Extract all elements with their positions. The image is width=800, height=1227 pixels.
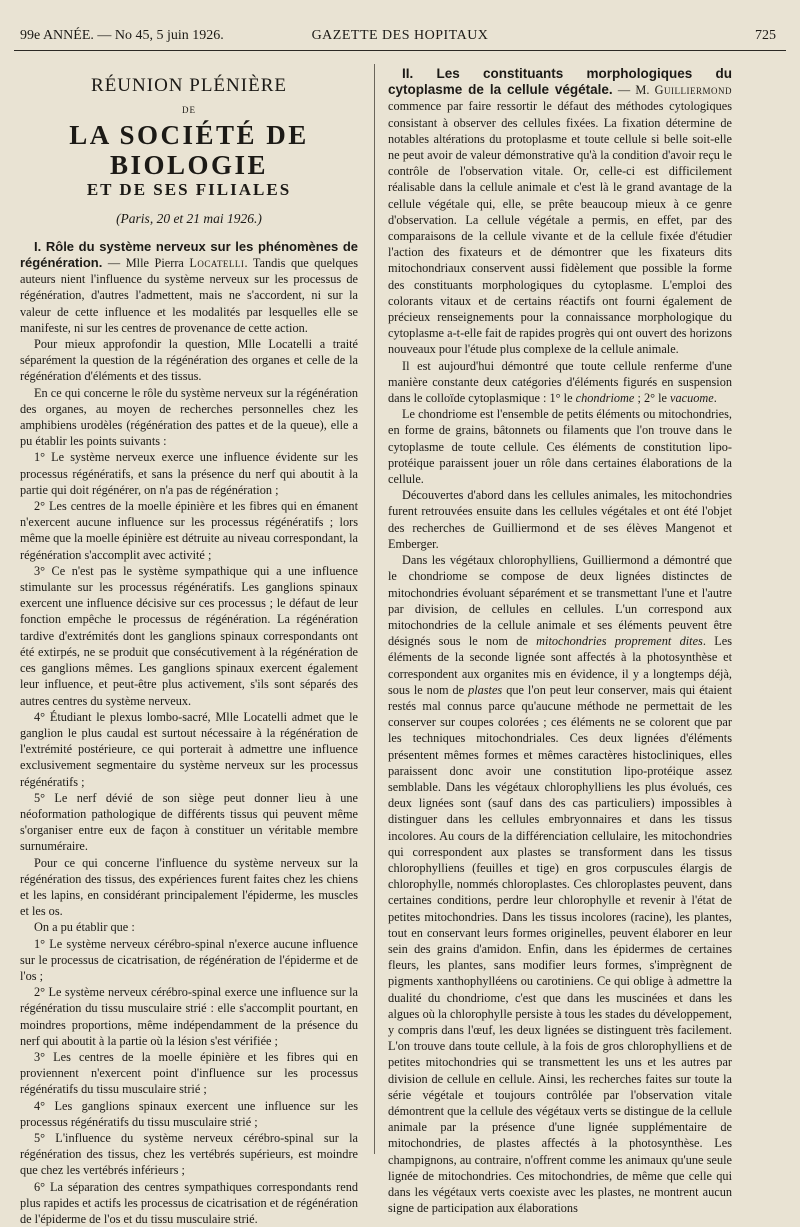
section-2-heading: II. Les constituants morphologiques du cytoplasme de la cellule végétale.: [388, 66, 732, 98]
meeting-title-block: [20, 75, 358, 227]
paragraph: 5° Le nerf dévié de son siège peut donner lieu à une néoformation pathologique de différents tissus qui peuvent même s'organiser entre eux de façon à constituer un véritable membre surnuméraire.: [20, 790, 358, 854]
paragraph: En ce qui concerne le rôle du système nerveux sur la régénération des organes, au moyen de recherches personnelles chez les amphibiens urodèles (régénération des pattes et de la queue), elle a pu établir les points suivants :: [20, 385, 358, 449]
paragraph: 5° L'influence du système nerveux cérébro-spinal sur la régénération des tissus, chez les vertébrés supérieurs, est moindre que chez les vertébrés inférieurs ;: [20, 1130, 358, 1178]
paragraph: 4° Étudiant le plexus lombo-sacré, Mlle Locatelli admet que le ganglion le plus caudal est surtout nécessaire à la régénération de l'extrémité postérieure, ce qui porterait à admettre une influence exclusivement segmentaire du système nerveux sur les processus régénératifs ;: [20, 709, 358, 789]
paragraph: 1° Le système nerveux exerce une influence évidente sur les processus régénératifs, et sans la présence du nerf qui aboutit à la partie qui doit régénérer, on n'a pas de régénération ;: [20, 450, 358, 497]
page-header: [14, 26, 786, 48]
author-name: Locatelli: [189, 256, 245, 271]
paragraph: Le chondriome est l'ensemble de petits éléments ou mitochondries, en forme de grains, bâtonnets ou filaments que l'on trouve dans le cytoplasme de toute cellule. Ces éléments de constitution lipo-protéique paraissent jouer un rôle dans certaines élaborations de la cellule.: [388, 407, 732, 487]
paragraph: 6° La séparation des centres sympathiques correspondants rend plus rapides et actifs les processus de cicatrisation et de régénération de l'épiderme de l'os et du tissu musculaire strié.: [20, 1179, 358, 1226]
title-line-2: DE: [182, 105, 196, 116]
paragraph: Pour ce qui concerne l'influence du système nerveux sur la régénération des tissus, des expériences furent faites chez les chiens et les lapins, en considérant principalement l'épiderme, les muscles et les os.: [20, 855, 358, 919]
title-line-1: RÉUNION PLÉNIÈRE: [91, 75, 287, 96]
page-number: 725: [755, 28, 776, 43]
paragraph: 4° Les ganglions spinaux exercent une influence sur les processus régénératifs du tissu musculaire strié ;: [20, 1098, 358, 1129]
paragraph: 1° Le système nerveux cérébro-spinal n'exerce aucune influence sur le processus de cicatrisation, de régénération de l'épiderme et de l'os ;: [20, 936, 358, 983]
section-1-intro: I. Rôle du système nerveux sur les phénomènes de régénération. — Mlle Pierra Locatelli. Tandis que quelques auteurs nient l'influence du système nerveux sur les processus de régénération, d'autres l'admettent, mais ne s'accordent, ni sur la valeur de cette influence et les modalités par lesquelles elle se manifeste, ni sur les centres de provenance de cette action.: [20, 238, 358, 335]
issue-info: 99e ANNÉE. — No 45, 5 juin 1926.: [20, 28, 224, 43]
journal-title: GAZETTE DES HOPITAUX: [311, 28, 489, 43]
column-divider: [374, 64, 375, 1154]
author-name: Guilliermond: [654, 83, 732, 98]
section-1-heading: I. Rôle du système nerveux sur les phénomènes de régénération.: [20, 238, 358, 271]
paragraph: 2° Le système nerveux cérébro-spinal exerce une influence sur la régénération du tissu musculaire strié : elle s'accomplit pourtant, en moindres proportions, même indépendamment de la présence du nerf qui aboutit à la partie où la lésion s'est vérifiée ;: [20, 985, 358, 1048]
paragraph: Découvertes d'abord dans les cellules animales, les mitochondries furent retrouvées ensuite dans les cellules végétales et ont été l'objet des recherches de Guilliermond et de ses élèves Mangenot et Emberger.: [388, 488, 732, 551]
section-2-intro: II. Les constituants morphologiques du cytoplasme de la cellule végétale. — M. Guilliermond commence par faire ressortir le défaut des méthodes cytologiques consistant à observer des cellules fixées. La fixation détermine de notables altérations du protoplasme et toute cellule si belle soit-elle ne peut avoir de valeur démonstrative qu'à la condition d'avoir reçu le contrôle de l'observation vitale. Or, celle-ci est difficilement réalisable dans la cellule animale et c'est là le grand avantage de la cellule végétale qui, elle, se prête beaucoup mieux à ce genre d'observation. La cellule végétale a permis, en effet, par des comparaisons de la cellule vivante et de la cellule fixée d'étudier l'action des fixateurs et de démontrer que les fixateurs dits mitochondriaux conservent aussi fidèlement que possible la forme des constituants morphologiques du cytoplasme. L'emploi des colorants vitaux et de certains réactifs ont fourni également de précieux renseignements pour la connaissance morphologique du cytoplasme a-t-elle fait de rapides progrès qui ont ouvert des horizons nouveaux pour l'étude plus complexe de la cellule animale.: [388, 66, 732, 357]
paragraph: 2° Les centres de la moelle épinière et les fibres qui en émanent n'exercent aucune influence sur les processus régénératifs ; lors même que la moelle épinière est détruite au niveau correspondant, la régénération s'accomplit avec activité ;: [20, 499, 358, 562]
title-line-3: LA SOCIÉTÉ DE BIOLOGIE: [69, 120, 309, 181]
paragraph: 3° Les centres de la moelle épinière et les fibres qui en proviennent n'exercent point d'influence sur les processus régénératifs du tissu musculaire strié ;: [20, 1049, 358, 1097]
meeting-dates: (Paris, 20 et 21 mai 1926.): [116, 210, 262, 226]
paragraph: Dans les végétaux chlorophylliens, Guilliermond a démontré que le chondriome se compose de deux lignées distinctes de mitochondries évoluant séparément et se transmettant l'une et l'autre par division, de cellules en cellules. L'un correspond aux mitochondries de la cellule animale et ses éléments peuvent être désignés sous le nom de mitochondries proprement dites. Les éléments de la seconde lignée sont affectés à la photosynthèse et correspondent aux organites mis en évidence, il y a longtemps déjà, sous le nom de plastes que l'on peut leur conserver, mais qui étaient restés mal connus parce qu'aucune méthode ne permettait de les conserver sur coupes colorées ; ces éléments ne se colorent que par les techniques mitochondriales. Ces deux lignées d'éléments présentent mêmes formes et mêmes caractères histocliniques, elles paraissent donc avoir une constitution lipo-protéique assez semblable. Dans les végétaux chlorophylliens les plus évolués, ces deux lignées sont (sauf dans des cas particuliers) impossibles à distinguer dans les cellules embryonnaires et dans les tissus incolores. Au cours de la différenciation cellulaire, les mitochondries qui correspondent aux plastes se transforment dans les tissus chlorophylliens (feuilles et tige) en gros corpuscules élargis de chlorophylle, nommés chloroplastes. Ces chloroplastes peuvent, dans certaines conditions, perdre leur chlorophylle et revenir à l'état de petites mitochondries. Dans les tissus incolores (racine), les plantes, tout en conservant leurs formes originelles, peuvent élaborer en leur sein des grains d'amidon. Enfin, dans les épidermes de certaines fleurs, les plantes, sans modifier leurs formes, s'imprègnent de pigments xanthophylléens ou carotiniens. Ce qui oblige à admettre la dualité du chondriome, c'est que dans les muscinées et dans les algues où la chlorophylle persiste à tous les stades du développement, y compris dans l'œuf, les deux lignées se distinguent très facilement. L'on trouve dans toute cellule, à la fois de gros chlorophylliens et de petites mitochondries qui se transmettent les uns et les autres par division de cellule en cellule. Ainsi, les recherches faites sur toute la série végétale et toujours contrôlée par l'observation vitale démontrent que la cellule des végétaux verts se distingue de la cellule animale par la présence d'une lignée supplémentaire de mitochondries, de plastes affectés à la photosynthèse. Les champignons, au contraire, n'offrent comme les animaux qu'une seule lignée de mitochondries. Ces mitochondries, de même que celle qui dans les végétaux verts coexiste avec les plastes, ne montrent aucun signe de participation aux élaborations: [388, 553, 732, 1216]
paragraph: Pour mieux approfondir la question, Mlle Locatelli a traité séparément la question de la régénération des organes et celle de la régénération d'éléments et des tissus.: [20, 337, 358, 384]
left-column: [20, 72, 358, 1227]
right-column: [388, 66, 732, 1216]
paragraph: Il est aujourd'hui démontré que toute cellule renferme d'une manière constante deux catégories d'éléments figurés en suspension dans le colloïde cytoplasmique : 1° le chondriome ; 2° le vacuome.: [388, 358, 732, 406]
title-line-4: ET DE SES FILIALES: [86, 180, 292, 200]
paragraph: 3° Ce n'est pas le système sympathique qui a une influence stimulante sur les processus régénératifs. Les ganglions spinaux exercent une influence décisive sur ces processus ; le défaut de leur fonction empêche le processus de régénération. La régénération tardive d'extrémités dont les ganglions spinaux correspondants ont été extirpés, ne se produit que consécutivement à la régénération de ces ganglions mêmes. Les ganglions spinaux exercent également leur influence, et peut-être plus activement, s'ils sont séparés des autres centres du système nerveux.: [20, 563, 358, 708]
paragraph: On a pu établir que :: [34, 920, 135, 935]
header-rule: [14, 50, 786, 51]
